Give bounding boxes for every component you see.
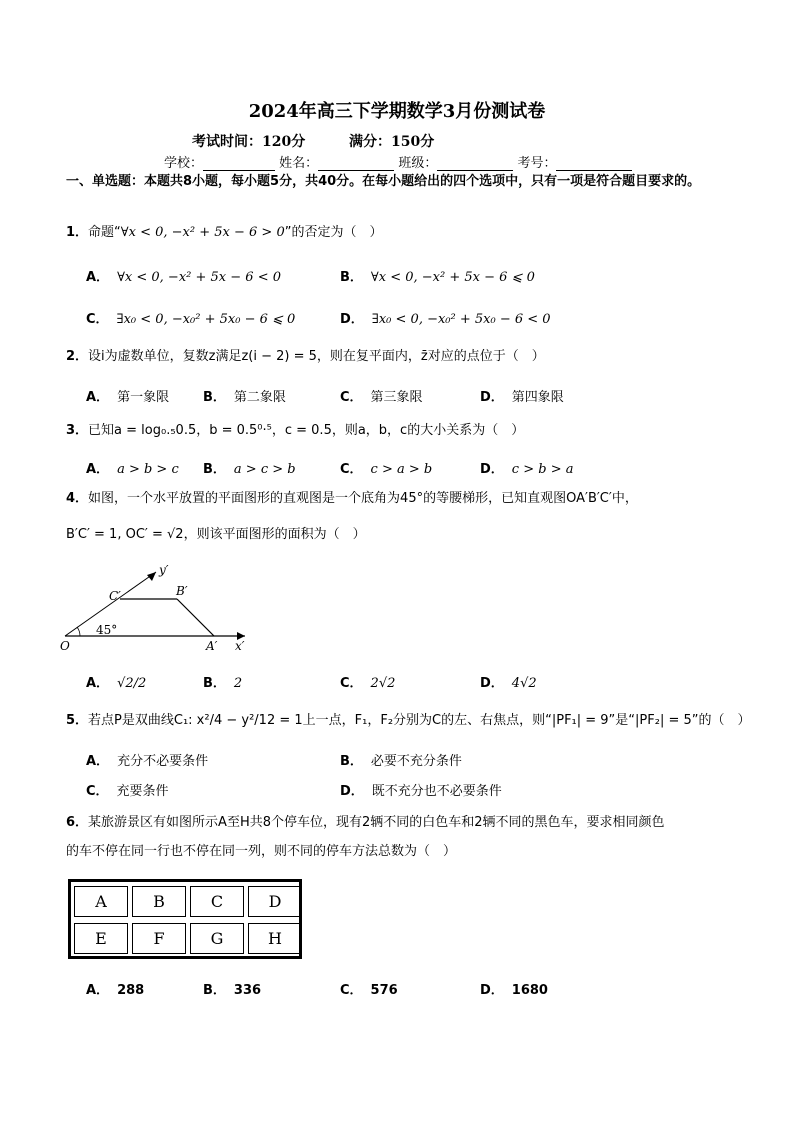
school-info-line: [164, 152, 632, 171]
school-blank[interactable]: [203, 156, 275, 171]
option-text: a > b > c: [117, 462, 179, 477]
option-label: C．: [340, 983, 363, 998]
option-label: A．: [86, 390, 110, 405]
label-x: x′: [235, 639, 245, 653]
option-text: 336: [233, 983, 262, 998]
q5-option-b[interactable]: [340, 750, 462, 769]
q5-option-a[interactable]: [86, 750, 208, 769]
option-label: C．: [340, 462, 363, 477]
class-blank[interactable]: [437, 156, 513, 171]
option-text: 4√2: [511, 676, 537, 691]
parking-grid: [68, 879, 302, 959]
parking-cell: D: [248, 886, 302, 917]
question-1: [66, 224, 382, 242]
q3-option-d[interactable]: [480, 458, 573, 477]
option-label: C．: [86, 312, 109, 327]
option-text: 第一象限: [117, 390, 170, 405]
option-text: c > a > b: [370, 462, 433, 477]
option-label: D．: [480, 390, 504, 405]
q5-option-d[interactable]: [340, 780, 502, 799]
question-text: 设i为虚数单位，复数z满足z(i − 2) = 5，则在复平面内，z̄对应的点位于（ ）: [88, 349, 545, 364]
label-o: O: [60, 639, 70, 653]
option-label: A．: [86, 983, 110, 998]
option-label: A．: [86, 754, 110, 769]
question-6-line2: 的车不停在同一行也不停在同一列，则不同的停车方法总数为（ ）: [66, 844, 457, 859]
q2-option-b[interactable]: [203, 386, 286, 405]
question-text: 命题“: [88, 225, 121, 240]
question-number: 1．: [66, 225, 89, 240]
option-label: C．: [340, 676, 363, 691]
option-label: A．: [86, 462, 110, 477]
question-text: 若点P是双曲线C₁: x²/4 − y²/12 = 1上一点，F₁，F₂分别为C的左、右焦点，则“|PF₁| = 9”是“|PF₂| = 5”的（ ）: [88, 713, 751, 728]
option-text: 2: [233, 676, 243, 691]
option-label: B．: [203, 462, 226, 477]
option-text: 既不充分也不必要条件: [371, 784, 502, 799]
option-label: D．: [480, 983, 504, 998]
question-text: 已知a = log₀.₅0.5，b = 0.5⁰·⁵，c = 0.5，则a，b，c的大小关系为（ ）: [88, 423, 525, 438]
option-text: 288: [117, 983, 145, 998]
question-6: [66, 814, 665, 832]
q6-option-c[interactable]: [340, 979, 398, 998]
q3-option-b[interactable]: [203, 458, 296, 477]
q6-option-a[interactable]: [86, 979, 144, 998]
class-label: 班级：: [398, 156, 438, 171]
q2-option-c[interactable]: [340, 386, 423, 405]
exam-no-blank[interactable]: [556, 156, 632, 171]
option-label: D．: [340, 784, 364, 799]
question-text: 某旅游景区有如图所示A至H共8个停车位，现有2辆不同的白色车和2辆不同的黑色车，要求相同颜色: [88, 815, 665, 830]
option-text: 1680: [511, 983, 548, 998]
label-c: C′: [109, 589, 121, 603]
question-4-line2: B′C′ = 1, OC′ = √2，则该平面图形的面积为（ ）: [66, 527, 366, 542]
option-text: c > b > a: [511, 462, 574, 477]
option-label: B．: [203, 983, 226, 998]
page-title: 2024年高三下学期数学3月份测试卷: [248, 101, 546, 122]
question-2: [66, 348, 545, 366]
school-label: 学校：: [164, 156, 204, 171]
exam-no-label: 考号：: [517, 156, 557, 171]
label-y: y′: [159, 563, 169, 577]
option-text: ∀x < 0, −x² + 5x − 6 ⩽ 0: [370, 270, 535, 285]
y-axis-arrow-icon: [147, 572, 156, 581]
trapezoid-figure: [60, 560, 260, 660]
parking-cell: B: [132, 886, 186, 917]
option-text: 第四象限: [511, 390, 564, 405]
question-3: [66, 422, 524, 440]
option-text: √2/2: [117, 676, 147, 691]
q3-option-a[interactable]: [86, 458, 179, 477]
q2-option-a[interactable]: [86, 386, 169, 405]
parking-cell: A: [74, 886, 128, 917]
parking-cell: H: [248, 923, 302, 954]
q1-option-c[interactable]: [86, 308, 295, 327]
q1-option-d[interactable]: [340, 308, 551, 327]
parking-cell: G: [190, 923, 244, 954]
q2-option-d[interactable]: [480, 386, 564, 405]
option-label: B．: [203, 390, 226, 405]
option-label: D．: [340, 312, 364, 327]
question-text: 如图，一个水平放置的平面图形的直观图是一个底角为45°的等腰梯形，已知直观图OA′B′C′中，: [88, 491, 638, 506]
question-math: ∀x < 0, −x² + 5x − 6 > 0: [120, 225, 285, 240]
full-score: 满分：150分: [349, 134, 435, 150]
option-label: A．: [86, 676, 110, 691]
question-number: 6．: [66, 815, 89, 830]
option-text: 第二象限: [233, 390, 286, 405]
name-label: 姓名：: [279, 156, 319, 171]
parking-cell: F: [132, 923, 186, 954]
question-number: 3．: [66, 423, 89, 438]
parking-cell: C: [190, 886, 244, 917]
segment-ba: [177, 599, 214, 636]
option-text: 576: [370, 983, 398, 998]
name-blank[interactable]: [318, 156, 394, 171]
option-label: D．: [480, 676, 504, 691]
option-text: 2√2: [370, 676, 396, 691]
option-label: A．: [86, 270, 110, 285]
option-text: 充要条件: [116, 784, 169, 799]
q6-option-d[interactable]: [480, 979, 548, 998]
label-b: B′: [176, 584, 188, 598]
option-label: C．: [86, 784, 109, 799]
q4-option-d[interactable]: [480, 672, 537, 691]
option-text: 充分不必要条件: [117, 754, 209, 769]
option-text: 第三象限: [370, 390, 423, 405]
label-a: A′: [206, 639, 218, 653]
question-number: 5．: [66, 713, 89, 728]
question-text: ”的否定为（ ）: [284, 225, 383, 240]
angle-arc: [77, 627, 80, 636]
parking-cell: E: [74, 923, 128, 954]
option-label: B．: [203, 676, 226, 691]
option-text: ∀x < 0, −x² + 5x − 6 < 0: [117, 270, 281, 285]
exam-time: 考试时间：120分: [192, 134, 306, 150]
q4-option-c[interactable]: [340, 672, 395, 691]
option-text: ∃x₀ < 0, −x₀² + 5x₀ − 6 ⩽ 0: [116, 312, 296, 327]
section-header: 一、单选题：本题共8小题，每小题5分，共40分。在每小题给出的四个选项中，只有一项是符合题目要求的。: [66, 174, 701, 189]
q3-option-c[interactable]: [340, 458, 432, 477]
option-text: a > c > b: [233, 462, 296, 477]
question-4: [66, 490, 638, 508]
option-label: C．: [340, 390, 363, 405]
q4-option-b[interactable]: [203, 672, 242, 691]
label-angle: 45°: [96, 623, 118, 637]
option-text: ∃x₀ < 0, −x₀² + 5x₀ − 6 < 0: [371, 312, 551, 327]
q1-option-a[interactable]: [86, 266, 281, 285]
question-5: [66, 712, 750, 730]
option-label: B．: [340, 270, 363, 285]
q4-option-a[interactable]: [86, 672, 146, 691]
q5-option-c[interactable]: [86, 780, 169, 799]
q6-option-b[interactable]: [203, 979, 261, 998]
option-label: B．: [340, 754, 363, 769]
option-text: 必要不充分条件: [370, 754, 462, 769]
option-label: D．: [480, 462, 504, 477]
question-number: 2．: [66, 349, 89, 364]
q1-option-b[interactable]: [340, 266, 535, 285]
question-number: 4．: [66, 491, 89, 506]
